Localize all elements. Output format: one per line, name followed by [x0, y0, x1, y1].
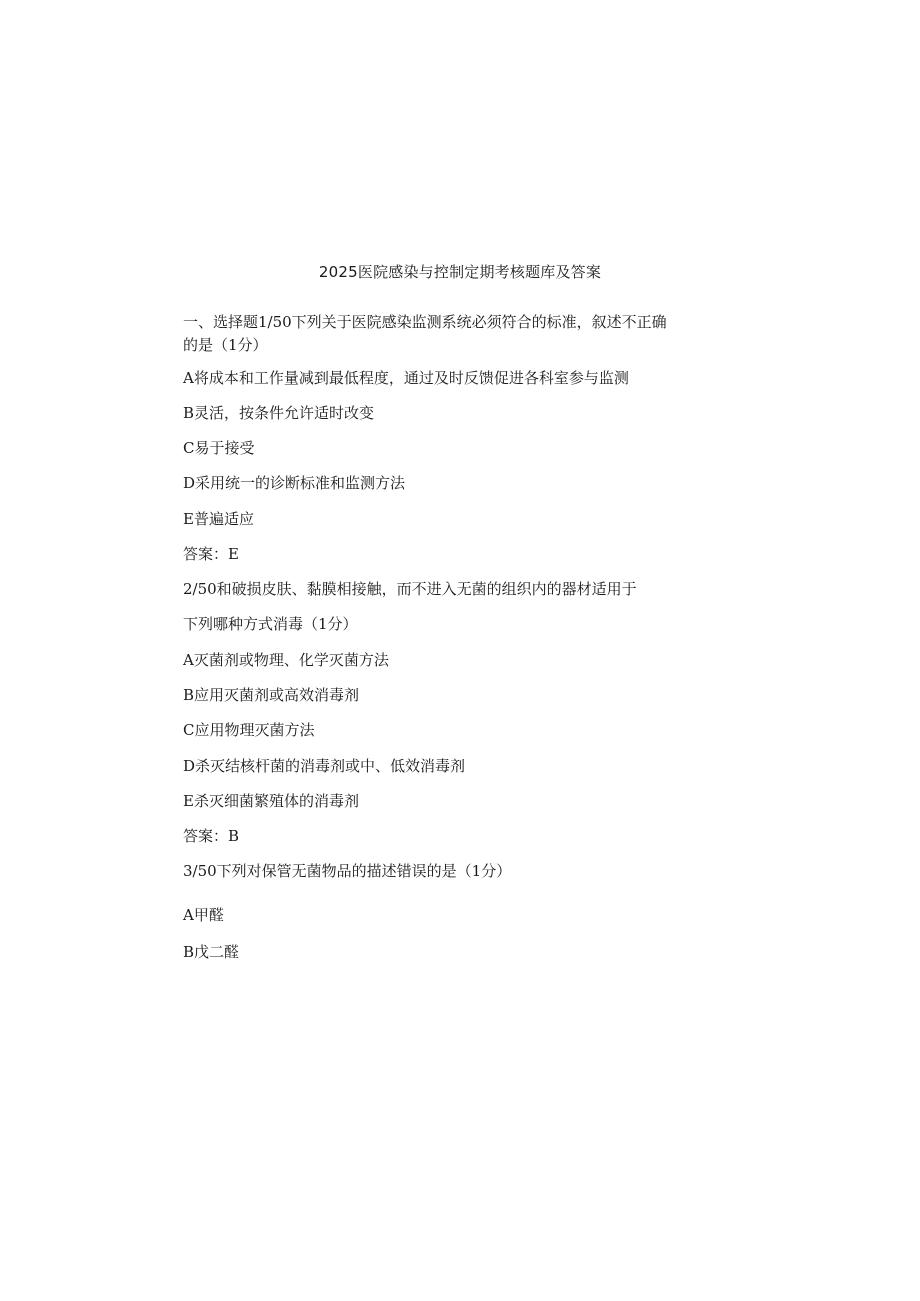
- question-3-option-b: B戊二醛: [183, 943, 240, 961]
- question-3-option-a: A甲醛: [183, 906, 224, 924]
- document-title: 2025医院感染与控制定期考核题库及答案: [318, 263, 602, 281]
- question-3-stem: 3/50下列对保管无菌物品的描述错误的是（1分）: [183, 862, 512, 880]
- question-1-option-c: C易于接受: [183, 439, 255, 457]
- question-2-option-e: E杀灭细菌繁殖体的消毒剂: [183, 792, 359, 810]
- question-2-stem-line-2: 下列哪种方式消毒（1分）: [183, 615, 358, 633]
- question-1-stem-line-1: 一、选择题1/50下列关于医院感染监测系统必须符合的标准，叙述不正确: [183, 313, 667, 331]
- question-2-answer: 答案：B: [183, 827, 240, 845]
- question-1-option-a: A将成本和工作量减到最低程度，通过及时反馈促进各科室参与监测: [183, 369, 629, 387]
- question-2-option-a: A灭菌剂或物理、化学灭菌方法: [183, 651, 389, 669]
- question-2-option-b: B应用灭菌剂或高效消毒剂: [183, 686, 360, 704]
- question-1-option-e: E普遍适应: [183, 510, 254, 528]
- question-1-option-d: D采用统一的诊断标准和监测方法: [183, 474, 406, 492]
- question-2-stem-line-1: 2/50和破损皮肤、黏膜相接触，而不进入无菌的组织内的器材适用于: [183, 580, 637, 598]
- question-2-option-c: C应用物理灭菌方法: [183, 721, 315, 739]
- question-1-stem-line-2: 的是（1分）: [183, 336, 268, 354]
- question-1-answer: 答案：E: [183, 545, 239, 563]
- question-2-option-d: D杀灭结核杆菌的消毒剂或中、低效消毒剂: [183, 757, 466, 775]
- question-1-option-b: B灵活，按条件允许适时改变: [183, 404, 375, 422]
